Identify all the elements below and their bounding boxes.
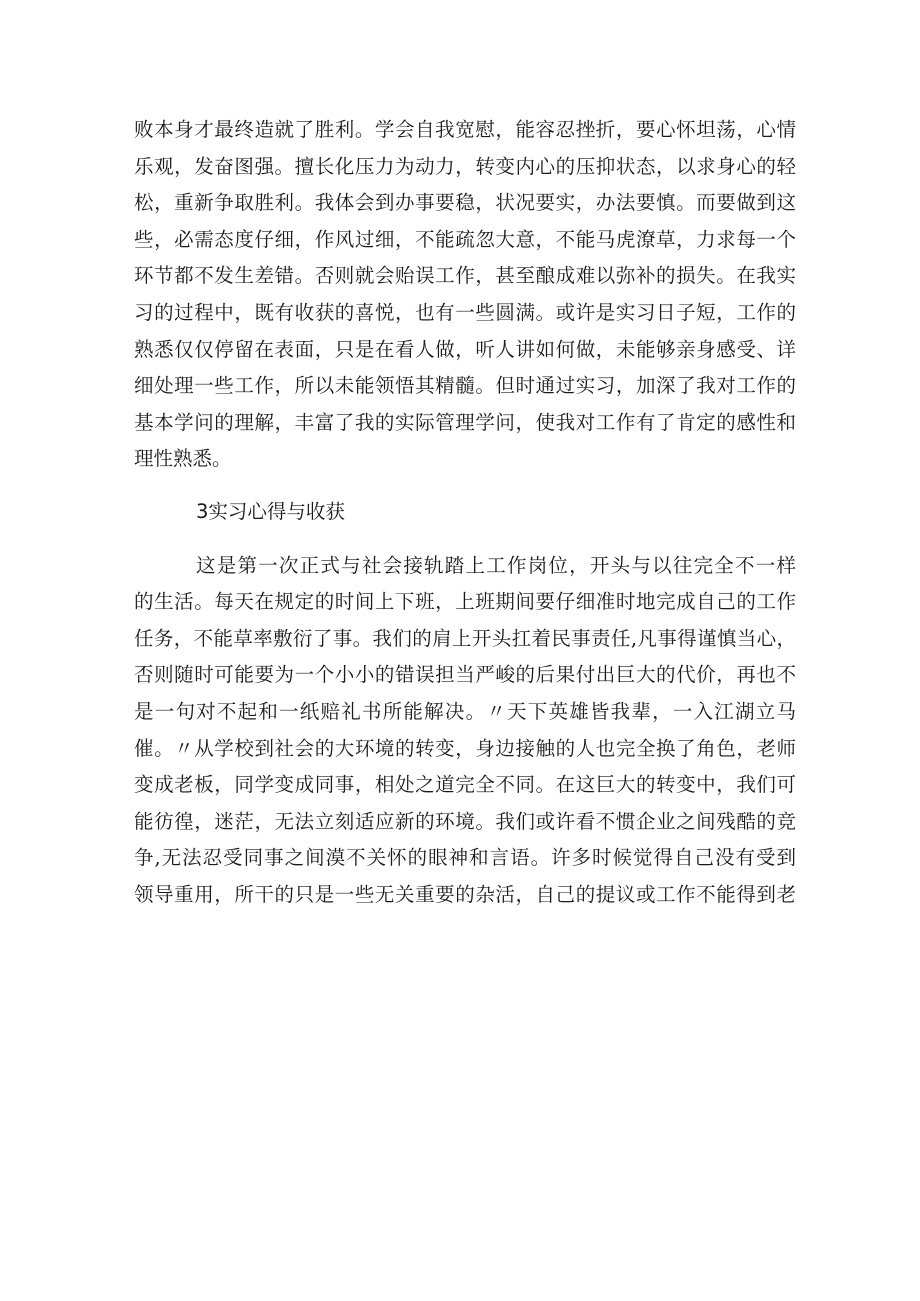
text-line: 是一句对不起和一纸赔礼书所能解决。〃天下英雄皆我辈，一入江湖立马	[134, 699, 796, 723]
text-line: 环节都不发生差错。否则就会贻误工作，甚至酿成难以弥补的损失。在我实	[134, 264, 796, 288]
paragraph-2	[134, 548, 796, 914]
text-line: 能彷徨，迷茫，无法立刻适应新的环境。我们或许看不惯企业之间残酷的竞	[134, 809, 796, 833]
text-line: 否则随时可能要为一个小小的错误担当严峻的后果付出巨大的代价，再也不	[134, 663, 796, 687]
text-line: 习的过程中，既有收获的喜悦，也有一些圆满。或许是实习日子短，工作的	[134, 300, 796, 324]
text-line: 败本身才最终造就了胜利。学会自我宽慰，能容忍挫折，要心怀坦荡，心情	[134, 118, 796, 141]
text-line: 领导重用，所干的只是一些无关重要的杂活，自己的提议或工作不能得到老	[134, 882, 796, 906]
text-line: 熟悉仅仅停留在表面，只是在看人做，听人讲如何做，未能够亲身感受、详	[134, 337, 796, 361]
text-line: 争,无法忍受同事之间漠不关怀的眼神和言语。许多时候觉得自己没有受到	[134, 846, 796, 870]
text-line: 松，重新争取胜利。我体会到办事要稳，状况要实，办法要慎。而要做到这	[134, 191, 796, 215]
text-line: 理性熟悉。	[134, 447, 232, 471]
section-heading: 3实习心得与收获	[196, 499, 345, 523]
document-page	[134, 112, 796, 913]
text-line: 基本学问的理解，丰富了我的实际管理学问，使我对工作有了肯定的感性和	[134, 410, 796, 434]
text-line: 细处理一些工作，所以未能领悟其精髓。但时通过实习，加深了我对工作的	[134, 374, 796, 398]
text-line: 任务，不能草率敷衍了事。我们的肩上开头扛着民事责任,凡事得谨慎当心，	[134, 626, 796, 650]
text-line: 变成老板，同学变成同事，相处之道完全不同。在这巨大的转变中，我们可	[134, 773, 796, 797]
paragraph-1	[134, 112, 796, 478]
text-line: 乐观，发奋图强。擅长化压力为动力，转变内心的压抑状态，以求身心的轻	[134, 154, 796, 178]
text-line: 些，必需态度仔细，作风过细，不能疏忽大意，不能马虎潦草，力求每一个	[134, 227, 796, 251]
text-line: 的生活。每天在规定的时间上下班，上班期间要仔细准时地完成自己的工作	[134, 590, 796, 614]
text-line: 催。〃从学校到社会的大环境的转变，身边接触的人也完全换了角色，老师	[134, 736, 796, 760]
text-line: 这是第一次正式与社会接轨踏上工作岗位，开头与以往完全不一样	[196, 553, 796, 577]
